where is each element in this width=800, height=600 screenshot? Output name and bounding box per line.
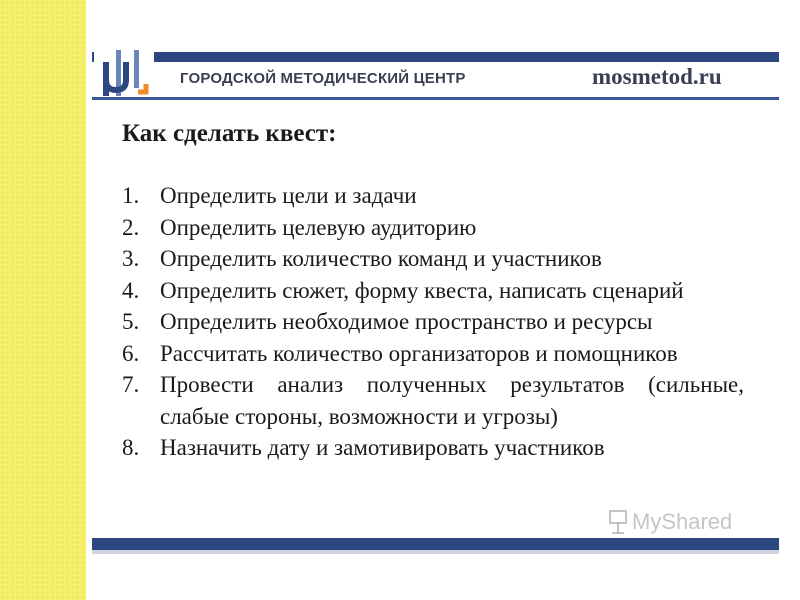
step-number: 8. (122, 435, 140, 460)
step-text: Назначить дату и замотивировать участников (160, 435, 605, 460)
step-text: Определить необходимое пространство и ресурсы (160, 309, 653, 334)
mu-letter-logo-icon (94, 48, 154, 100)
organization-name: ГОРОДСКОЙ МЕТОДИЧЕСКИЙ ЦЕНТР (180, 70, 466, 87)
step-text: Провести анализ полученных результатов (сильные, слабые стороны, возможности и угрозы) (160, 372, 744, 429)
header-top-bar (92, 52, 779, 62)
list-item (122, 338, 744, 370)
footer-band (92, 550, 779, 554)
step-number: 7. (122, 372, 140, 397)
footer-bar (92, 538, 779, 550)
list-item (122, 212, 744, 244)
step-text: Определить количество команд и участников (160, 246, 602, 271)
step-text: Определить сюжет, форму квеста, написать сценарий (160, 277, 684, 303)
list-item (122, 306, 744, 338)
step-number: 6. (122, 340, 140, 366)
watermark-text: MyShared (632, 509, 733, 534)
list-item (122, 369, 744, 432)
slide-title: Как сделать квест: (122, 120, 337, 147)
step-number: 5. (122, 309, 140, 334)
step-number: 3. (122, 246, 140, 271)
step-number: 1. (122, 183, 140, 208)
list-item (122, 275, 744, 307)
steps-list (122, 180, 744, 464)
header-divider-line (92, 97, 779, 100)
site-address: mosmetod.ru (592, 64, 722, 89)
step-number: 4. (122, 277, 140, 303)
slide (86, 0, 800, 600)
list-item (122, 243, 744, 275)
list-item (122, 180, 744, 212)
step-text: Определить целевую аудиторию (160, 214, 477, 240)
step-text: Рассчитать количество организаторов и помощников (160, 340, 678, 366)
decorative-left-strip (0, 0, 86, 600)
presentation-stand-icon (608, 509, 628, 535)
step-number: 2. (122, 214, 140, 240)
step-text: Определить цели и задачи (160, 183, 417, 208)
watermark (608, 509, 732, 535)
list-item (122, 432, 744, 464)
